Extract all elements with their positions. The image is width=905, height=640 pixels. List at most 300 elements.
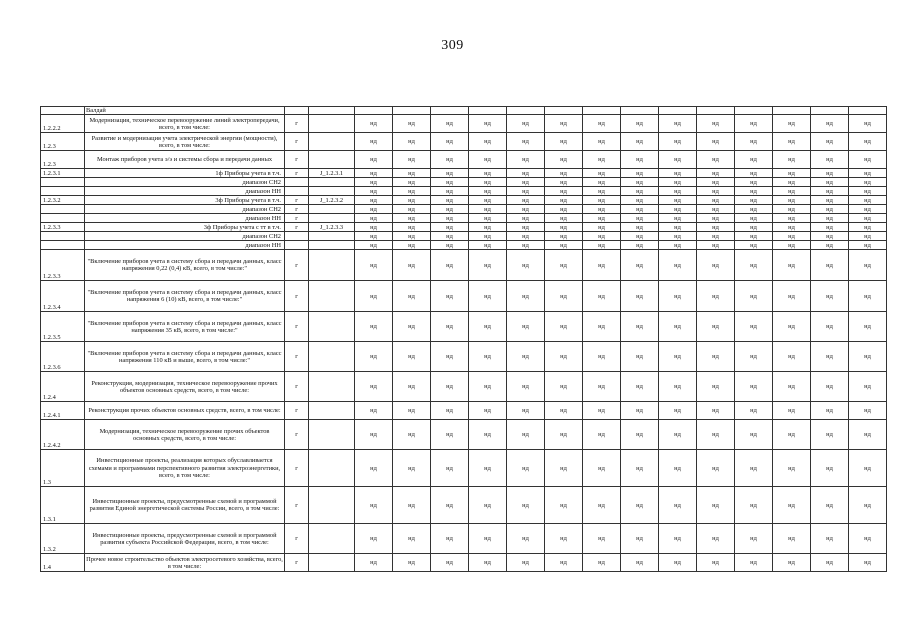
value-cell: нд: [773, 241, 811, 250]
value-cell: нд: [811, 450, 849, 487]
value-cell: нд: [697, 487, 735, 524]
value-cell: нд: [355, 115, 393, 133]
row-code-cell: 1.3.1: [41, 487, 85, 524]
row-code-cell: 1.2.3: [41, 133, 85, 151]
value-cell: нд: [469, 554, 507, 572]
value-cell: [773, 107, 811, 115]
value-cell: нд: [659, 450, 697, 487]
value-cell: нд: [697, 450, 735, 487]
row-unit-cell: г: [285, 524, 309, 554]
value-cell: нд: [507, 372, 545, 402]
value-cell: нд: [811, 169, 849, 178]
value-cell: нд: [355, 487, 393, 524]
row-unit-cell: г: [285, 281, 309, 312]
value-cell: нд: [773, 151, 811, 169]
value-cell: нд: [811, 554, 849, 572]
value-cell: нд: [697, 223, 735, 232]
value-cell: нд: [811, 196, 849, 205]
value-cell: нд: [507, 232, 545, 241]
row-code-cell: [41, 232, 85, 241]
value-cell: нд: [621, 487, 659, 524]
row-code-cell: [41, 178, 85, 187]
value-cell: нд: [355, 151, 393, 169]
value-cell: нд: [849, 232, 887, 241]
value-cell: нд: [545, 232, 583, 241]
row-id-cell: J_1.2.3.3: [309, 223, 355, 232]
value-cell: нд: [393, 241, 431, 250]
value-cell: нд: [697, 250, 735, 281]
value-cell: нд: [545, 372, 583, 402]
row-unit-cell: [285, 232, 309, 241]
value-cell: нд: [393, 312, 431, 342]
table-row: [41, 232, 887, 241]
value-cell: нд: [697, 169, 735, 178]
table-row: [41, 133, 887, 151]
row-unit-cell: г: [285, 487, 309, 524]
value-cell: нд: [621, 281, 659, 312]
value-cell: нд: [431, 281, 469, 312]
value-cell: нд: [507, 342, 545, 372]
value-cell: нд: [773, 169, 811, 178]
row-code-cell: 1.2.3: [41, 151, 85, 169]
value-cell: нд: [735, 178, 773, 187]
value-cell: нд: [659, 115, 697, 133]
value-cell: нд: [773, 312, 811, 342]
value-cell: нд: [545, 402, 583, 420]
value-cell: нд: [697, 312, 735, 342]
value-cell: нд: [355, 196, 393, 205]
value-cell: нд: [431, 554, 469, 572]
value-cell: нд: [507, 196, 545, 205]
value-cell: нд: [773, 115, 811, 133]
row-unit-cell: г: [285, 133, 309, 151]
value-cell: нд: [697, 232, 735, 241]
value-cell: нд: [393, 450, 431, 487]
value-cell: нд: [393, 133, 431, 151]
value-cell: нд: [659, 187, 697, 196]
value-cell: нд: [355, 223, 393, 232]
value-cell: [621, 107, 659, 115]
row-unit-cell: г: [285, 115, 309, 133]
row-name-cell: диапазон СН2: [85, 178, 285, 187]
value-cell: нд: [583, 241, 621, 250]
row-id-cell: J_1.2.3.1: [309, 169, 355, 178]
value-cell: нд: [849, 151, 887, 169]
value-cell: нд: [621, 554, 659, 572]
value-cell: нд: [355, 372, 393, 402]
row-unit-cell: г: [285, 420, 309, 450]
row-id-cell: [309, 402, 355, 420]
value-cell: нд: [355, 241, 393, 250]
row-id-cell: [309, 250, 355, 281]
value-cell: [469, 107, 507, 115]
row-id-cell: [309, 133, 355, 151]
value-cell: нд: [697, 187, 735, 196]
value-cell: нд: [469, 372, 507, 402]
value-cell: нд: [849, 196, 887, 205]
row-unit-cell: г: [285, 402, 309, 420]
table-row: [41, 178, 887, 187]
row-code-cell: [41, 241, 85, 250]
value-cell: нд: [431, 232, 469, 241]
row-name-cell: Модернизация, техническое перевооружение линий электропередачи, всего, в том числе:: [85, 115, 285, 133]
row-name-cell: Развитие и модернизация учета электрической энергии (мощности), всего, в том числе:: [85, 133, 285, 151]
value-cell: нд: [773, 281, 811, 312]
value-cell: нд: [697, 151, 735, 169]
value-cell: нд: [773, 372, 811, 402]
value-cell: нд: [773, 205, 811, 214]
value-cell: нд: [659, 554, 697, 572]
row-id-cell: J_1.2.3.2: [309, 196, 355, 205]
value-cell: нд: [697, 241, 735, 250]
value-cell: [431, 107, 469, 115]
value-cell: нд: [773, 420, 811, 450]
value-cell: нд: [659, 372, 697, 402]
row-code-cell: 1.2.4: [41, 372, 85, 402]
table-row: [41, 420, 887, 450]
value-cell: нд: [431, 250, 469, 281]
value-cell: нд: [849, 169, 887, 178]
row-id-cell: [309, 372, 355, 402]
value-cell: нд: [659, 487, 697, 524]
value-cell: нд: [545, 151, 583, 169]
value-cell: нд: [545, 312, 583, 342]
value-cell: нд: [431, 205, 469, 214]
row-code-cell: 1.2.3.6: [41, 342, 85, 372]
value-cell: нд: [545, 342, 583, 372]
value-cell: нд: [735, 554, 773, 572]
value-cell: нд: [355, 178, 393, 187]
value-cell: нд: [583, 487, 621, 524]
row-code-cell: 1.2.3.5: [41, 312, 85, 342]
value-cell: нд: [545, 241, 583, 250]
value-cell: нд: [507, 402, 545, 420]
value-cell: нд: [621, 196, 659, 205]
value-cell: нд: [697, 554, 735, 572]
value-cell: [393, 107, 431, 115]
value-cell: нд: [469, 187, 507, 196]
value-cell: нд: [659, 214, 697, 223]
value-cell: нд: [773, 450, 811, 487]
value-cell: нд: [393, 232, 431, 241]
value-cell: нд: [507, 205, 545, 214]
value-cell: нд: [697, 196, 735, 205]
row-name-cell: 3ф Приборы учета с тт в т.ч.: [85, 223, 285, 232]
value-cell: нд: [393, 420, 431, 450]
row-name-cell: Монтаж приборов учета э/э и системы сбора и передачи данных: [85, 151, 285, 169]
value-cell: нд: [735, 487, 773, 524]
table-row: [41, 342, 887, 372]
row-name-cell: 3ф Приборы учета в т.ч.: [85, 196, 285, 205]
value-cell: нд: [621, 312, 659, 342]
value-cell: нд: [621, 450, 659, 487]
row-id-cell: [309, 241, 355, 250]
value-cell: нд: [431, 241, 469, 250]
value-cell: нд: [773, 342, 811, 372]
value-cell: нд: [507, 115, 545, 133]
value-cell: нд: [849, 372, 887, 402]
row-id-cell: [309, 214, 355, 223]
row-unit-cell: г: [285, 151, 309, 169]
value-cell: нд: [811, 187, 849, 196]
row-unit-cell: г: [285, 223, 309, 232]
value-cell: нд: [773, 214, 811, 223]
table-row: [41, 487, 887, 524]
table-row: [41, 312, 887, 342]
row-name-cell: Реконструкция, модернизация, техническое перевооружение прочих объектов основных средств, всего, в том числе:: [85, 372, 285, 402]
value-cell: нд: [773, 178, 811, 187]
value-cell: нд: [507, 169, 545, 178]
value-cell: нд: [697, 133, 735, 151]
value-cell: нд: [393, 281, 431, 312]
value-cell: нд: [583, 178, 621, 187]
value-cell: нд: [583, 214, 621, 223]
value-cell: нд: [545, 487, 583, 524]
value-cell: нд: [355, 250, 393, 281]
value-cell: нд: [469, 223, 507, 232]
value-cell: нд: [583, 187, 621, 196]
value-cell: нд: [735, 115, 773, 133]
value-cell: нд: [431, 115, 469, 133]
value-cell: нд: [735, 232, 773, 241]
value-cell: нд: [659, 223, 697, 232]
value-cell: нд: [545, 115, 583, 133]
value-cell: нд: [811, 223, 849, 232]
value-cell: нд: [469, 151, 507, 169]
value-cell: нд: [849, 178, 887, 187]
value-cell: нд: [469, 232, 507, 241]
value-cell: нд: [811, 250, 849, 281]
value-cell: нд: [469, 487, 507, 524]
value-cell: нд: [393, 554, 431, 572]
value-cell: нд: [849, 420, 887, 450]
value-cell: нд: [811, 281, 849, 312]
value-cell: нд: [697, 342, 735, 372]
value-cell: нд: [507, 187, 545, 196]
value-cell: нд: [849, 312, 887, 342]
table-row: [41, 372, 887, 402]
value-cell: нд: [393, 487, 431, 524]
value-cell: нд: [659, 312, 697, 342]
value-cell: нд: [849, 450, 887, 487]
value-cell: нд: [659, 402, 697, 420]
value-cell: нд: [393, 342, 431, 372]
value-cell: нд: [621, 169, 659, 178]
value-cell: нд: [355, 312, 393, 342]
value-cell: нд: [659, 205, 697, 214]
row-id-cell: [309, 281, 355, 312]
value-cell: нд: [469, 196, 507, 205]
value-cell: нд: [735, 342, 773, 372]
value-cell: нд: [849, 524, 887, 554]
value-cell: нд: [393, 151, 431, 169]
value-cell: нд: [621, 232, 659, 241]
value-cell: нд: [811, 372, 849, 402]
row-unit-cell: [285, 107, 309, 115]
value-cell: нд: [811, 524, 849, 554]
value-cell: нд: [583, 151, 621, 169]
value-cell: нд: [773, 196, 811, 205]
value-cell: нд: [621, 241, 659, 250]
row-code-cell: 1.2.3.4: [41, 281, 85, 312]
value-cell: нд: [583, 169, 621, 178]
value-cell: нд: [849, 402, 887, 420]
row-code-cell: 1.4: [41, 554, 85, 572]
value-cell: нд: [659, 196, 697, 205]
value-cell: нд: [355, 281, 393, 312]
value-cell: нд: [583, 196, 621, 205]
value-cell: нд: [393, 223, 431, 232]
row-name-cell: "Включение приборов учета в систему сбора и передачи данных, класс напряжения 35 кВ, всего, в том числе:": [85, 312, 285, 342]
value-cell: нд: [507, 241, 545, 250]
value-cell: нд: [393, 250, 431, 281]
row-code-cell: 1.2.3.3: [41, 250, 85, 281]
value-cell: нд: [735, 372, 773, 402]
table-row: [41, 205, 887, 214]
value-cell: нд: [583, 372, 621, 402]
value-cell: нд: [583, 223, 621, 232]
row-name-cell: "Включение приборов учета в систему сбора и передачи данных, класс напряжения 0,22 (0,4) кВ, всего, в том числе:": [85, 250, 285, 281]
row-code-cell: 1.2.3.3: [41, 223, 85, 232]
value-cell: нд: [355, 524, 393, 554]
value-cell: нд: [621, 402, 659, 420]
investment-table-container: [40, 106, 871, 572]
value-cell: [811, 107, 849, 115]
row-code-cell: 1.2.3.1: [41, 169, 85, 178]
row-unit-cell: г: [285, 214, 309, 223]
value-cell: нд: [583, 205, 621, 214]
value-cell: нд: [621, 115, 659, 133]
value-cell: нд: [507, 312, 545, 342]
row-name-cell: диапазон НН: [85, 241, 285, 250]
value-cell: нд: [545, 281, 583, 312]
value-cell: нд: [469, 250, 507, 281]
value-cell: нд: [469, 115, 507, 133]
value-cell: нд: [735, 241, 773, 250]
table-row: [41, 196, 887, 205]
row-name-cell: Инвестиционные проекты, предусмотренные схемой и программой развития субъекта Российской Федерации, всего, в том числе:: [85, 524, 285, 554]
value-cell: нд: [659, 178, 697, 187]
value-cell: нд: [393, 169, 431, 178]
value-cell: нд: [355, 214, 393, 223]
value-cell: нд: [735, 281, 773, 312]
value-cell: нд: [697, 281, 735, 312]
row-code-cell: 1.3: [41, 450, 85, 487]
value-cell: [735, 107, 773, 115]
value-cell: нд: [697, 402, 735, 420]
value-cell: нд: [811, 232, 849, 241]
row-name-cell: 1ф Приборы учета в т.ч.: [85, 169, 285, 178]
value-cell: нд: [849, 115, 887, 133]
value-cell: нд: [849, 133, 887, 151]
value-cell: нд: [773, 402, 811, 420]
row-code-cell: 1.2.4.1: [41, 402, 85, 420]
row-unit-cell: г: [285, 196, 309, 205]
value-cell: нд: [545, 450, 583, 487]
value-cell: нд: [469, 133, 507, 151]
row-code-cell: 1.3.2: [41, 524, 85, 554]
value-cell: [355, 107, 393, 115]
value-cell: нд: [697, 372, 735, 402]
value-cell: нд: [811, 115, 849, 133]
value-cell: нд: [431, 169, 469, 178]
value-cell: нд: [355, 554, 393, 572]
table-row: [41, 107, 887, 115]
value-cell: нд: [469, 524, 507, 554]
value-cell: нд: [431, 214, 469, 223]
value-cell: нд: [659, 281, 697, 312]
row-id-cell: [309, 487, 355, 524]
row-name-cell: Прочее новое строительство объектов электросетевого хозяйства, всего, в том числе:: [86, 555, 283, 570]
value-cell: [849, 107, 887, 115]
row-unit-cell: г: [285, 450, 309, 487]
value-cell: нд: [431, 342, 469, 372]
value-cell: нд: [393, 196, 431, 205]
row-name-cell: Модернизация, техническое перевооружение прочих объектов основных средств, всего, в том числе:: [85, 420, 285, 450]
value-cell: нд: [621, 223, 659, 232]
value-cell: нд: [621, 524, 659, 554]
investment-table: [40, 106, 887, 572]
value-cell: нд: [355, 133, 393, 151]
value-cell: нд: [431, 372, 469, 402]
row-unit-cell: г: [285, 372, 309, 402]
value-cell: нд: [431, 524, 469, 554]
table-row: [41, 554, 887, 572]
value-cell: нд: [469, 214, 507, 223]
value-cell: нд: [545, 223, 583, 232]
value-cell: нд: [621, 133, 659, 151]
value-cell: нд: [393, 205, 431, 214]
value-cell: нд: [431, 420, 469, 450]
value-cell: нд: [431, 402, 469, 420]
table-row: [41, 250, 887, 281]
value-cell: нд: [431, 312, 469, 342]
value-cell: нд: [545, 214, 583, 223]
table-row: [41, 223, 887, 232]
value-cell: нд: [849, 554, 887, 572]
value-cell: нд: [583, 115, 621, 133]
value-cell: нд: [735, 450, 773, 487]
value-cell: нд: [583, 524, 621, 554]
row-unit-cell: г: [285, 312, 309, 342]
value-cell: нд: [811, 151, 849, 169]
value-cell: нд: [697, 205, 735, 214]
value-cell: нд: [697, 420, 735, 450]
value-cell: нд: [849, 214, 887, 223]
value-cell: нд: [773, 232, 811, 241]
value-cell: нд: [697, 524, 735, 554]
value-cell: нд: [697, 115, 735, 133]
value-cell: нд: [507, 524, 545, 554]
row-id-cell: [309, 107, 355, 115]
row-unit-cell: г: [285, 554, 309, 572]
value-cell: нд: [811, 214, 849, 223]
value-cell: нд: [811, 420, 849, 450]
table-row: [41, 214, 887, 223]
value-cell: нд: [507, 133, 545, 151]
row-unit-cell: [285, 187, 309, 196]
value-cell: нд: [583, 450, 621, 487]
value-cell: нд: [469, 281, 507, 312]
value-cell: [583, 107, 621, 115]
value-cell: нд: [469, 342, 507, 372]
value-cell: нд: [469, 169, 507, 178]
value-cell: нд: [849, 342, 887, 372]
value-cell: нд: [697, 178, 735, 187]
row-id-cell: [309, 205, 355, 214]
row-name-cell: Инвестиционные проекты, реализация которых обуславливается схемами и программами перспективного развития электроэнергетики, всего, в том числе:: [85, 450, 285, 487]
value-cell: [545, 107, 583, 115]
